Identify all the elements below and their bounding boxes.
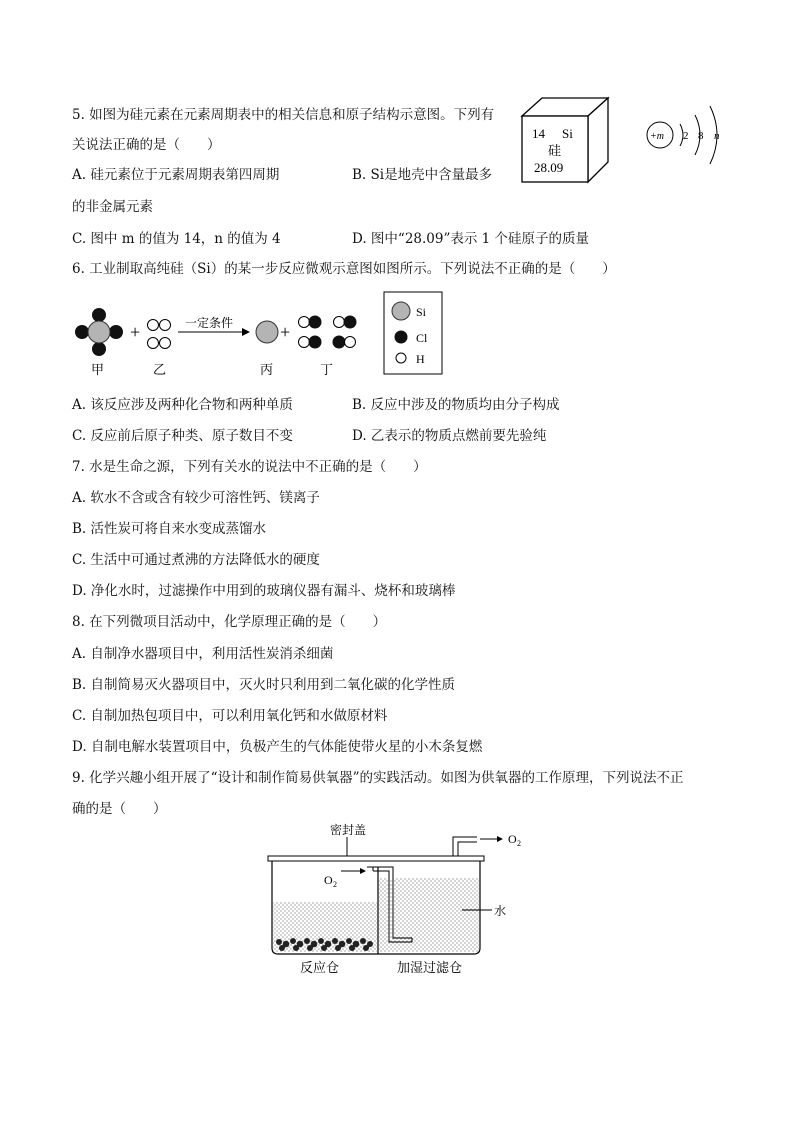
atom-si	[256, 321, 278, 343]
plus-sign-2: +	[280, 322, 291, 342]
sealed-lid	[268, 856, 484, 861]
label-sealed-lid: 密封盖	[330, 823, 367, 837]
q9-stem-line1: 9. 化学兴趣小组开展了“设计和制作简易供氧器”的实践活动。如图为供氧器的工作原理，下列说法不正	[72, 770, 684, 786]
element-atomic-mass: 28.09	[534, 160, 564, 175]
label-jia: 甲	[91, 362, 105, 377]
legend-si: Si	[416, 305, 427, 319]
q6-option-b: B. 反应中涉及的物质均由分子构成	[352, 397, 560, 413]
plus-sign: +	[130, 322, 141, 342]
legend-si-swatch	[392, 302, 410, 320]
q5-option-a: A. 硅元素位于元素周期表第四周期	[72, 167, 280, 183]
q8-option-d: D. 自制电解水装置项目中，负极产生的气体能使带火星的小木条复燃	[72, 739, 483, 755]
molecule-h2	[148, 320, 171, 349]
element-card-figure	[518, 94, 613, 186]
q7-option-a: A. 软水不含或含有较少可溶性钙、镁离子	[72, 490, 320, 506]
q5-option-c: C. 图中 m 的值为 14，n 的值为 4	[72, 231, 281, 247]
molecule-sicl4	[75, 308, 123, 356]
oxygen-supplier-diagram	[262, 820, 552, 980]
shell-1-electrons: 2	[683, 130, 689, 142]
legend-h-swatch	[396, 353, 406, 363]
q7-option-b: B. 活性炭可将自来水变成蒸馏水	[72, 521, 267, 537]
filter-water	[379, 878, 479, 952]
label-o2-in-sub: 2	[333, 880, 337, 889]
label-o2-in: O	[324, 873, 333, 887]
q5-option-b: B. Si是地壳中含量最多	[352, 167, 493, 183]
reaction-diagram	[68, 288, 448, 380]
q8-option-c: C. 自制加热包项目中，可以利用氧化钙和水做原材料	[72, 708, 388, 724]
q5-option-a-continued: 的非金属元素	[72, 199, 153, 215]
q6-option-c: C. 反应前后原子种类、原子数目不变	[72, 428, 293, 444]
label-reaction-chamber: 反应仓	[300, 960, 340, 975]
element-name: 硅	[548, 143, 562, 158]
atom-structure-diagram	[640, 100, 730, 170]
shell-2-electrons: 8	[698, 130, 704, 142]
legend-h: H	[416, 352, 425, 366]
label-o2-out-sub: 2	[517, 839, 521, 848]
q6-option-a: A. 该反应涉及两种化合物和两种单质	[72, 397, 293, 413]
label-yi: 乙	[153, 362, 167, 377]
legend-cl: Cl	[416, 331, 428, 345]
label-water: 水	[494, 904, 507, 918]
q8-stem: 8. 在下列微项目活动中，化学原理正确的是（ ）	[72, 614, 387, 630]
q7-option-d: D. 净化水时，过滤操作中用到的玻璃仪器有漏斗、烧杯和玻璃棒	[72, 583, 456, 599]
q9-stem-line2: 确的是（ ）	[72, 801, 167, 817]
label-humidify-filter-chamber: 加湿过滤仓	[397, 960, 463, 975]
label-ding: 丁	[320, 362, 334, 377]
nucleus-charge: +m	[650, 131, 664, 142]
q8-option-b: B. 自制简易灭火器项目中，灭火时只利用到二氧化碳的化学性质	[72, 677, 456, 693]
q5-stem-line1: 5. 如图为硅元素在元素周期表中的相关信息和原子结构示意图。下列有	[72, 107, 495, 123]
element-atomic-number: 14	[532, 126, 545, 141]
q8-option-a: A. 自制净水器项目中，利用活性炭消杀细菌	[72, 646, 334, 662]
shell-3-electrons: n	[714, 130, 720, 142]
q5-stem-line2: 关说法正确的是（ ）	[72, 137, 221, 153]
q7-option-c: C. 生活中可通过煮沸的方法降低水的硬度	[72, 552, 320, 568]
reaction-condition: 一定条件	[185, 316, 234, 330]
element-symbol: Si	[562, 126, 573, 141]
q7-stem: 7. 水是生命之源，下列有关水的说法中不正确的是（ ）	[72, 459, 427, 475]
q6-stem: 6. 工业制取高纯硅（Si）的某一步反应微观示意图如图所示。下列说法不正确的是（ ）	[72, 261, 616, 277]
legend-cl-swatch	[395, 331, 408, 344]
q6-option-d: D. 乙表示的物质点燃前要先验纯	[352, 428, 547, 444]
molecule-hcl	[299, 316, 357, 349]
legend-box	[384, 292, 442, 374]
q5-option-d: D. 图中“28.09”表示 1 个硅原子的质量	[352, 231, 590, 247]
label-bing: 丙	[260, 362, 274, 377]
label-o2-out: O	[508, 832, 517, 846]
